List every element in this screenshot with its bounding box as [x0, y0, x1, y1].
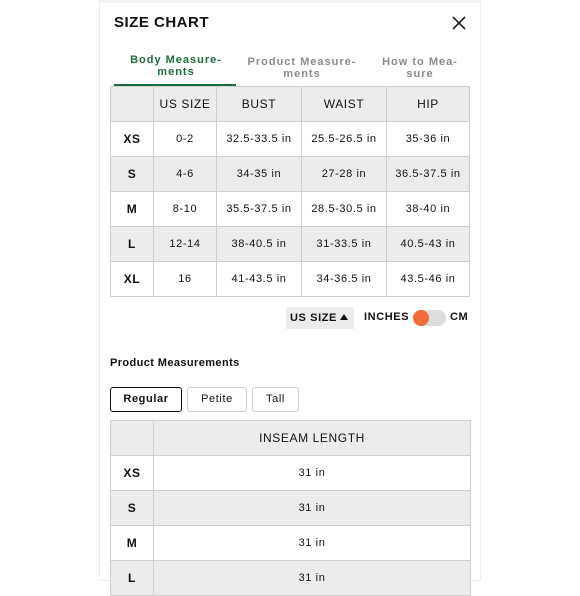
table-cell: 0-2	[154, 122, 217, 157]
size-cell: XS	[111, 122, 154, 157]
fit-regular-button[interactable]: Regular	[110, 387, 182, 412]
tab-label: sure	[406, 68, 434, 80]
size-system-label: US SIZE	[290, 312, 337, 324]
size-cell: S	[111, 491, 154, 526]
table-cell: 28.5-30.5 in	[302, 192, 387, 227]
table-header-row	[111, 421, 471, 456]
table-cell: 34-36.5 in	[302, 262, 387, 297]
table-cell: 27-28 in	[302, 157, 387, 192]
table-header-row	[111, 87, 470, 122]
table-row	[111, 526, 471, 561]
header-cell	[111, 421, 154, 456]
table-row	[111, 561, 471, 596]
header-cell: HIP	[387, 87, 470, 122]
header-cell: WAIST	[302, 87, 387, 122]
tab-label: How to Mea-	[382, 56, 458, 68]
toggle-knob	[413, 310, 429, 326]
table-cell: 32.5-33.5 in	[217, 122, 302, 157]
table-row	[111, 122, 470, 157]
header-cell: BUST	[217, 87, 302, 122]
table-row	[111, 262, 470, 297]
table-cell: 31 in	[154, 561, 471, 596]
table-cell: 38-40 in	[387, 192, 470, 227]
table-cell: 31 in	[154, 491, 471, 526]
table-row	[111, 192, 470, 227]
header-cell: US SIZE	[154, 87, 217, 122]
fit-tall-button[interactable]: Tall	[252, 387, 299, 412]
table-cell: 31-33.5 in	[302, 227, 387, 262]
table-cell: 8-10	[154, 192, 217, 227]
table-cell: 16	[154, 262, 217, 297]
table-cell: 40.5-43 in	[387, 227, 470, 262]
table-row	[111, 157, 470, 192]
table-row	[111, 491, 471, 526]
size-cell: L	[111, 561, 154, 596]
tab-how-to-measure[interactable]	[372, 56, 468, 80]
size-cell: XL	[111, 262, 154, 297]
product-measurements-title: Product Measurements	[110, 357, 240, 369]
modal-top-edge	[100, 0, 480, 3]
tab-body-measurements[interactable]	[116, 54, 236, 78]
size-cell: S	[111, 157, 154, 192]
table-cell: 31 in	[154, 526, 471, 561]
close-icon[interactable]	[449, 13, 469, 33]
table-cell: 4-6	[154, 157, 217, 192]
table-cell: 38-40.5 in	[217, 227, 302, 262]
size-cell: XS	[111, 456, 154, 491]
size-system-dropdown[interactable]	[286, 307, 354, 329]
table-cell: 35.5-37.5 in	[217, 192, 302, 227]
tab-label: Body Measure-	[130, 54, 222, 66]
header-cell	[111, 87, 154, 122]
table-cell: 25.5-26.5 in	[302, 122, 387, 157]
size-cell: M	[111, 192, 154, 227]
unit-inches-label: INCHES	[364, 311, 410, 323]
header-cell: INSEAM LENGTH	[154, 421, 471, 456]
unit-cm-label: CM	[450, 311, 469, 323]
table-cell: 36.5-37.5 in	[387, 157, 470, 192]
tab-label: ments	[157, 66, 195, 78]
unit-toggle[interactable]	[414, 310, 446, 326]
body-measurements-table	[110, 86, 470, 297]
table-cell: 12-14	[154, 227, 217, 262]
tab-label: Product Measure-	[247, 56, 357, 68]
tab-label: ments	[283, 68, 321, 80]
table-row	[111, 456, 471, 491]
table-cell: 41-43.5 in	[217, 262, 302, 297]
size-cell: L	[111, 227, 154, 262]
size-cell: M	[111, 526, 154, 561]
table-cell: 43.5-46 in	[387, 262, 470, 297]
table-cell: 31 in	[154, 456, 471, 491]
modal-title: SIZE CHART	[114, 14, 209, 31]
table-cell: 34-35 in	[217, 157, 302, 192]
tab-product-measurements[interactable]	[242, 56, 362, 80]
table-row	[111, 227, 470, 262]
table-cell: 35-36 in	[387, 122, 470, 157]
size-chart-tabs	[110, 50, 470, 86]
caret-up-icon	[340, 314, 348, 320]
inseam-table	[110, 420, 471, 596]
fit-petite-button[interactable]: Petite	[187, 387, 247, 412]
